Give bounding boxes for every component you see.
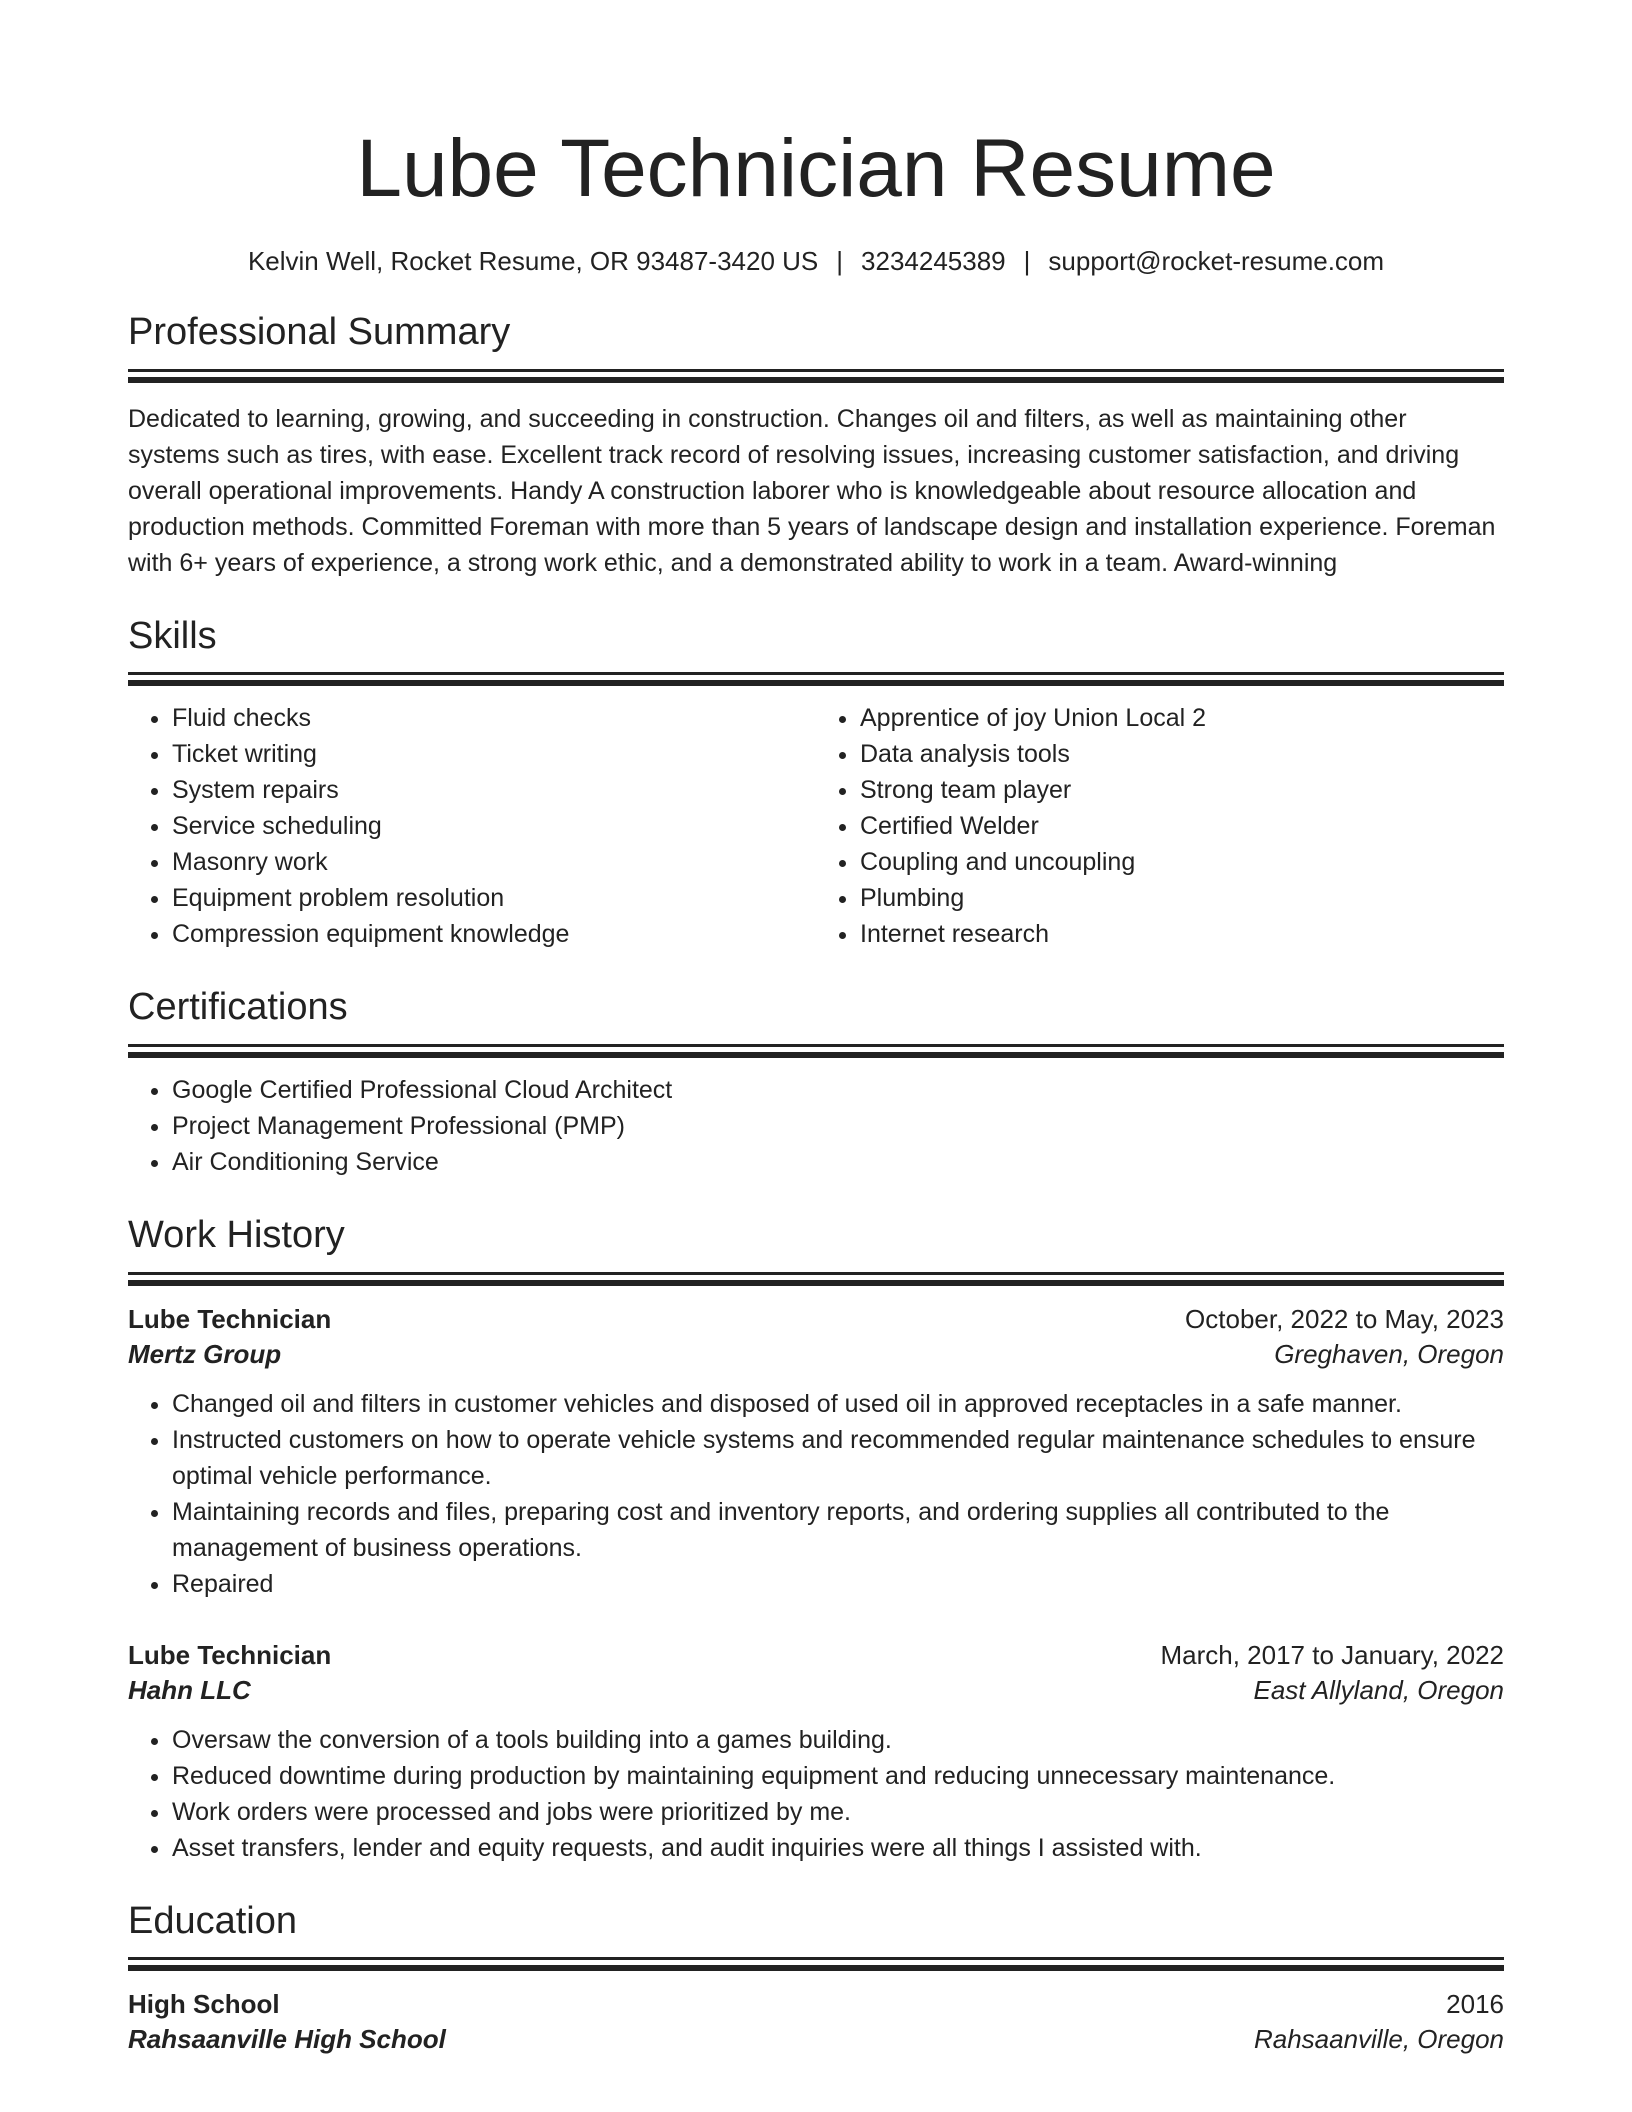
job-entry [128,1640,1504,1866]
section-rule [128,1044,1504,1047]
job-bullets [128,1722,1504,1866]
contact-address: Kelvin Well, Rocket Resume, OR 93487-3420 US [247,246,819,276]
skill-item: • System repairs [172,772,816,808]
job-dates: March, 2017 to January, 2022 [1160,1639,1504,1670]
job-bullet: • Maintaining records and files, preparing cost and inventory reports, and ordering supplies all contributed to the management of business operations. [172,1494,1504,1566]
section-heading-education: Education [128,1899,298,1942]
skill-item: • Compression equipment knowledge [172,916,816,952]
education-year: 2016 [1446,1989,1504,2020]
job-title: Lube Technician [128,1303,332,1334]
skill-item: • Certified Welder [860,808,1504,844]
job-location: East Allyland, Oregon [1253,1674,1504,1705]
section-rule [128,1965,1504,1971]
job-company-row [128,1335,1504,1370]
skills-section [128,615,1504,953]
job-bullet: • Repaired [172,1566,1504,1602]
job-dates: October, 2022 to May, 2023 [1185,1303,1504,1334]
skill-item: • Strong team player [860,772,1504,808]
skills-list-left [128,700,816,952]
job-bullet: • Reduced downtime during production by maintaining equipment and reducing unnecessary maintenance. [172,1758,1504,1794]
certification-item: • Project Management Professional (PMP) [172,1108,1504,1144]
certifications-list [128,1072,1504,1180]
skills-list-right [816,700,1504,952]
education-section [128,1900,1504,2056]
section-heading-certifications: Certifications [128,986,348,1029]
skill-item: • Apprentice of joy Union Local 2 [860,700,1504,736]
skills-columns [128,686,1504,952]
contact-email: support@rocket-resume.com [1048,246,1385,276]
section-heading-work-history: Work History [128,1214,345,1257]
skill-item: • Fluid checks [172,700,816,736]
job-company-row [128,1671,1504,1706]
job-location: Greghaven, Oregon [1274,1338,1504,1369]
section-heading-skills: Skills [128,614,217,657]
job-header-row [128,1304,1504,1335]
section-rule [128,1280,1504,1286]
section-rule [128,1052,1504,1058]
contact-line [128,246,1504,277]
summary-section [128,311,1504,581]
resume-title: Lube Technician Resume [356,123,1276,214]
job-bullet: • Work orders were processed and jobs were prioritized by me. [172,1794,1504,1830]
education-location: Rahsaanville, Oregon [1253,2024,1504,2055]
education-header-row [128,1989,1504,2020]
certification-item: • Air Conditioning Service [172,1144,1504,1180]
work-history-section [128,1214,1504,1866]
skill-item: • Data analysis tools [860,736,1504,772]
skill-item: • Masonry work [172,844,816,880]
section-rule [128,672,1504,675]
job-bullet: • Instructed customers on how to operate vehicle systems and recommended regular maintenance schedules to ensure optimal vehicle performance. [172,1422,1504,1494]
skill-item: • Equipment problem resolution [172,880,816,916]
skill-item: • Service scheduling [172,808,816,844]
contact-phone: 3234245389 [861,246,1006,276]
skill-item: • Plumbing [860,880,1504,916]
job-header-row [128,1640,1504,1671]
job-company: Mertz Group [128,1338,282,1369]
education-entry [128,1989,1504,2055]
skill-item: • Ticket writing [172,736,816,772]
skill-item: • Coupling and uncoupling [860,844,1504,880]
job-title: Lube Technician [128,1639,332,1670]
education-school: Rahsaanville High School [128,2024,446,2055]
job-company: Hahn LLC [128,1674,251,1705]
section-rule [128,1957,1504,1960]
resume-content [128,120,1504,2055]
skill-item: • Internet research [860,916,1504,952]
education-degree: High School [128,1989,280,2020]
education-school-row [128,2020,1504,2055]
summary-text: Dedicated to learning, growing, and succeeding in construction. Changes oil and filters, as well as maintaining other systems such as tires, with ease. Excellent track record of resolving issues, increasing customer satisfaction, and driving overall operational improvements. Handy A construction laborer who is knowledgeable about resource allocation and production methods. Committed Foreman with more than 5 years of landscape design and installation experience. Foreman with 6+ years of experience, a strong work ethic, and a demonstrated ability to work in a team. Award-winning [128,404,1496,577]
certifications-section [128,986,1504,1180]
job-entry [128,1304,1504,1602]
job-bullet: • Changed oil and filters in customer vehicles and disposed of used oil in approved receptacles in a safe manner. [172,1386,1504,1422]
certification-item: • Google Certified Professional Cloud Architect [172,1072,1504,1108]
section-rule [128,377,1504,383]
section-heading-summary: Professional Summary [128,311,511,353]
contact-separator: | [836,246,844,276]
contact-separator: | [1023,246,1031,276]
job-bullet: • Asset transfers, lender and equity requests, and audit inquiries were all things I assisted with. [172,1830,1504,1866]
job-bullets [128,1386,1504,1602]
section-rule [128,369,1504,372]
section-rule [128,1272,1504,1275]
job-bullet: • Oversaw the conversion of a tools building into a games building. [172,1722,1504,1758]
